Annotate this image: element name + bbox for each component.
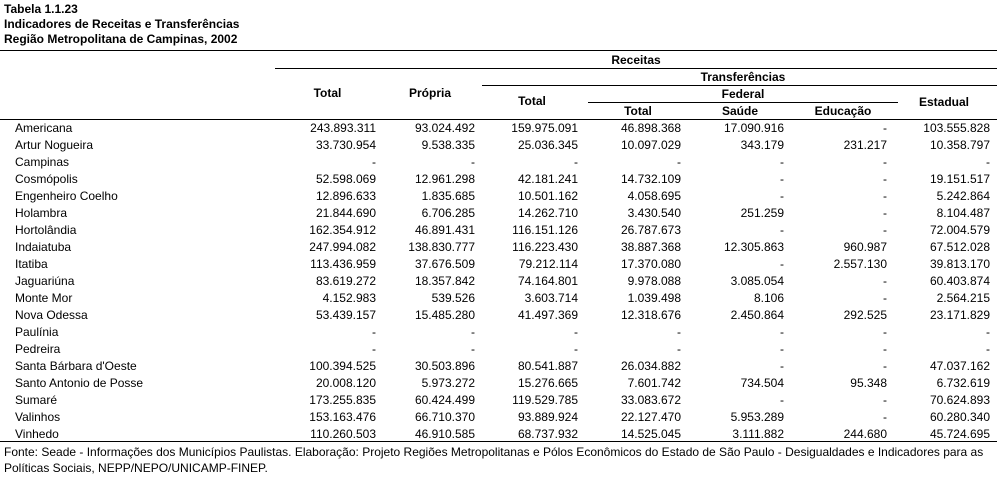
cell-propria: 37.676.509 xyxy=(414,257,475,271)
cell-educacao: - xyxy=(883,206,887,220)
cell-municipio: Nova Odessa xyxy=(15,308,88,322)
cell-transferencias-total: 74.164.801 xyxy=(517,274,578,288)
table-bottom-rule xyxy=(0,441,997,442)
header-transferencias: Transferências xyxy=(700,70,786,84)
cell-total: 83.619.272 xyxy=(315,274,376,288)
cell-federal-total: 46.898.368 xyxy=(620,121,681,135)
cell-municipio: Sumaré xyxy=(15,393,58,407)
cell-federal-total: 3.430.540 xyxy=(627,206,681,220)
cell-total: 33.730.954 xyxy=(315,138,376,152)
cell-propria: 18.357.842 xyxy=(414,274,475,288)
header-federal-total: Total xyxy=(624,104,652,118)
cell-propria: 6.706.285 xyxy=(421,206,475,220)
cell-municipio: Holambra xyxy=(15,206,68,220)
cell-transferencias-total: 119.529.785 xyxy=(512,393,578,407)
cell-total: - xyxy=(372,342,376,356)
cell-transferencias-total: 41.497.369 xyxy=(517,308,578,322)
cell-federal-total: 26.787.673 xyxy=(620,223,681,237)
cell-transferencias-total: - xyxy=(574,325,578,339)
header-propria: Própria xyxy=(408,86,451,100)
cell-municipio: Valinhos xyxy=(15,410,61,424)
cell-municipio: Pedreira xyxy=(15,342,61,356)
cell-total: 20.008.120 xyxy=(315,376,376,390)
cell-federal-total: 22.127.470 xyxy=(620,410,681,424)
cell-municipio: Campinas xyxy=(15,155,70,169)
cell-federal-total: 17.370.080 xyxy=(620,257,681,271)
cell-estadual: 10.358.797 xyxy=(929,138,990,152)
cell-educacao: 2.557.130 xyxy=(833,257,887,271)
cell-total: - xyxy=(372,325,376,339)
table-title-block xyxy=(4,2,239,47)
cell-transferencias-total: - xyxy=(574,342,578,356)
cell-propria: 12.961.298 xyxy=(414,172,475,186)
cell-estadual: 45.724.695 xyxy=(929,427,990,441)
cell-federal-total: 12.318.676 xyxy=(620,308,681,322)
cell-federal-total: - xyxy=(677,325,681,339)
table-subtitle: Região Metropolitana de Campinas, 2002 xyxy=(4,32,238,46)
cell-total: 4.152.983 xyxy=(322,291,376,305)
cell-transferencias-total: 93.889.924 xyxy=(517,410,578,424)
cell-estadual: - xyxy=(986,155,990,169)
cell-saude: - xyxy=(780,393,784,407)
cell-municipio: Indaiatuba xyxy=(15,240,72,254)
cell-total: 110.260.503 xyxy=(310,427,376,441)
cell-educacao: - xyxy=(883,342,887,356)
cell-municipio: Paulínia xyxy=(15,325,59,339)
cell-saude: 343.179 xyxy=(740,138,784,152)
cell-saude: 734.504 xyxy=(740,376,784,390)
cell-educacao: - xyxy=(883,291,887,305)
cell-transferencias-total: 3.603.714 xyxy=(524,291,578,305)
cell-educacao: - xyxy=(883,274,887,288)
cell-saude: 3.111.882 xyxy=(732,427,784,441)
cell-estadual: - xyxy=(986,325,990,339)
table-title: Indicadores de Receitas e Transferências xyxy=(4,17,240,31)
cell-transferencias-total: 10.501.162 xyxy=(517,189,578,203)
cell-educacao: 960.987 xyxy=(843,240,887,254)
cell-saude: - xyxy=(780,155,784,169)
cell-transferencias-total: 42.181.241 xyxy=(517,172,578,186)
header-estadual: Estadual xyxy=(918,95,969,109)
cell-propria: - xyxy=(471,325,475,339)
cell-estadual: 23.171.829 xyxy=(929,308,990,322)
cell-municipio: Hortolândia xyxy=(15,223,77,237)
header-total: Total xyxy=(313,86,342,100)
cell-federal-total: - xyxy=(677,155,681,169)
cell-total: 12.896.633 xyxy=(315,189,376,203)
cell-municipio: Cosmópolis xyxy=(15,172,78,186)
cell-propria: 30.503.896 xyxy=(414,359,475,373)
cell-transferencias-total: 116.223.430 xyxy=(512,240,578,254)
cell-transferencias-total: 25.036.345 xyxy=(517,138,578,152)
cell-total: 243.893.311 xyxy=(310,121,376,135)
cell-total: 153.163.476 xyxy=(309,410,376,424)
cell-municipio: Monte Mor xyxy=(15,291,73,305)
cell-transferencias-total: 159.975.091 xyxy=(511,121,578,135)
cell-total: 247.994.082 xyxy=(309,240,376,254)
cell-estadual: 39.813.170 xyxy=(929,257,990,271)
cell-estadual: 60.280.340 xyxy=(929,410,990,424)
cell-saude: 2.450.864 xyxy=(730,308,784,322)
cell-educacao: - xyxy=(883,393,887,407)
cell-federal-total: 33.083.672 xyxy=(620,393,681,407)
header-receitas: Receitas xyxy=(611,53,661,67)
cell-federal-total: 4.058.695 xyxy=(627,189,681,203)
cell-estadual: 19.151.517 xyxy=(929,172,990,186)
cell-saude: 12.305.863 xyxy=(723,240,784,254)
cell-total: 173.255.835 xyxy=(309,393,376,407)
cell-municipio: Santo Antonio de Posse xyxy=(15,376,144,390)
transferencias-rule xyxy=(482,85,997,86)
header-top-rule xyxy=(0,50,997,51)
cell-propria: - xyxy=(471,342,475,356)
cell-federal-total: 1.039.498 xyxy=(627,291,681,305)
cell-transferencias-total: 116.151.126 xyxy=(512,223,578,237)
cell-saude: 251.259 xyxy=(740,206,784,220)
cell-transferencias-total: - xyxy=(574,155,578,169)
cell-transferencias-total: 14.262.710 xyxy=(517,206,578,220)
receitas-rule xyxy=(275,68,997,69)
cell-propria: 46.910.585 xyxy=(414,427,475,441)
cell-estadual: 47.037.162 xyxy=(929,359,990,373)
cell-propria: 1.835.685 xyxy=(421,189,475,203)
cell-propria: 15.485.280 xyxy=(414,308,475,322)
cell-estadual: - xyxy=(986,342,990,356)
cell-educacao: - xyxy=(883,155,887,169)
cell-saude: - xyxy=(780,325,784,339)
cell-federal-total: 14.732.109 xyxy=(620,172,681,186)
cell-propria: 138.830.777 xyxy=(408,240,475,254)
cell-propria: - xyxy=(471,155,475,169)
cell-transferencias-total: 79.212.114 xyxy=(518,257,578,271)
header-transferencias-total: Total xyxy=(518,94,546,108)
cell-estadual: 2.564.215 xyxy=(936,291,990,305)
table-source-note: Fonte: Seade - Informações dos Municípios Paulistas. Elaboração: Projeto Regiões Metropolitanas e Pólos Econômicos do Estado de São Paulo - Desigualdades e Indicadores para as Políticas Sociais, NEPP/NEPO/UNICAMP-FINEP. xyxy=(4,445,984,475)
cell-saude: - xyxy=(780,359,784,373)
cell-total: 113.436.959 xyxy=(310,257,376,271)
cell-estadual: 103.555.828 xyxy=(923,121,990,135)
cell-propria: 60.424.499 xyxy=(414,393,475,407)
cell-saude: - xyxy=(780,189,784,203)
cell-total: - xyxy=(372,155,376,169)
cell-educacao: 95.348 xyxy=(850,376,887,390)
cell-saude: - xyxy=(780,257,784,271)
cell-estadual: 8.104.487 xyxy=(936,206,990,220)
cell-federal-total: 26.034.882 xyxy=(620,359,681,373)
header-saude: Saúde xyxy=(721,104,758,118)
cell-transferencias-total: 68.737.932 xyxy=(517,427,578,441)
cell-saude: - xyxy=(780,342,784,356)
cell-total: 53.439.157 xyxy=(315,308,376,322)
cell-saude: 5.953.289 xyxy=(730,410,784,424)
cell-municipio: Vinhedo xyxy=(15,427,59,441)
cell-estadual: 60.403.874 xyxy=(929,274,990,288)
cell-municipio: Artur Nogueira xyxy=(15,138,94,152)
cell-saude: 17.090.916 xyxy=(723,121,784,135)
cell-educacao: - xyxy=(883,223,887,237)
cell-educacao: 244.680 xyxy=(843,427,887,441)
cell-propria: 66.710.370 xyxy=(414,410,475,424)
cell-educacao: - xyxy=(883,325,887,339)
federal-rule xyxy=(588,102,898,103)
cell-educacao: - xyxy=(883,189,887,203)
cell-total: 162.354.912 xyxy=(309,223,376,237)
header-educacao: Educação xyxy=(814,104,872,118)
cell-saude: 8.106 xyxy=(753,291,784,305)
cell-total: 52.598.069 xyxy=(315,172,376,186)
cell-estadual: 6.732.619 xyxy=(936,376,990,390)
header-federal: Federal xyxy=(721,87,765,101)
cell-educacao: - xyxy=(883,410,887,424)
cell-municipio: Santa Bárbara d'Oeste xyxy=(15,359,137,373)
cell-propria: 539.526 xyxy=(431,291,475,305)
cell-estadual: 5.242.864 xyxy=(936,189,990,203)
cell-propria: 5.973.272 xyxy=(421,376,475,390)
cell-municipio: Jaguariúna xyxy=(15,274,75,288)
cell-saude: - xyxy=(780,172,784,186)
cell-federal-total: 7.601.742 xyxy=(627,376,681,390)
cell-federal-total: 9.978.088 xyxy=(627,274,681,288)
cell-federal-total: 38.887.368 xyxy=(620,240,681,254)
cell-municipio: Engenheiro Coelho xyxy=(15,189,118,203)
cell-propria: 93.024.492 xyxy=(414,121,475,135)
cell-saude: - xyxy=(780,223,784,237)
cell-municipio: Americana xyxy=(15,121,73,135)
cell-estadual: 72.004.579 xyxy=(929,223,990,237)
cell-total: 21.844.690 xyxy=(315,206,376,220)
table-number: Tabela 1.1.23 xyxy=(4,2,78,16)
cell-total: 100.394.525 xyxy=(309,359,376,373)
cell-transferencias-total: 80.541.887 xyxy=(517,359,578,373)
cell-estadual: 67.512.028 xyxy=(929,240,990,254)
cell-educacao: 292.525 xyxy=(843,308,887,322)
cell-propria: 9.538.335 xyxy=(421,138,475,152)
cell-estadual: 70.624.893 xyxy=(929,393,990,407)
cell-federal-total: - xyxy=(677,342,681,356)
cell-propria: 46.891.431 xyxy=(414,223,475,237)
cell-educacao: - xyxy=(883,121,887,135)
cell-educacao: 231.217 xyxy=(843,138,887,152)
cell-transferencias-total: 15.276.665 xyxy=(517,376,578,390)
cell-educacao: - xyxy=(883,172,887,186)
cell-federal-total: 10.097.029 xyxy=(620,138,681,152)
cell-saude: 3.085.054 xyxy=(730,274,784,288)
cell-educacao: - xyxy=(883,359,887,373)
cell-municipio: Itatiba xyxy=(15,257,48,271)
cell-federal-total: 14.525.045 xyxy=(620,427,681,441)
